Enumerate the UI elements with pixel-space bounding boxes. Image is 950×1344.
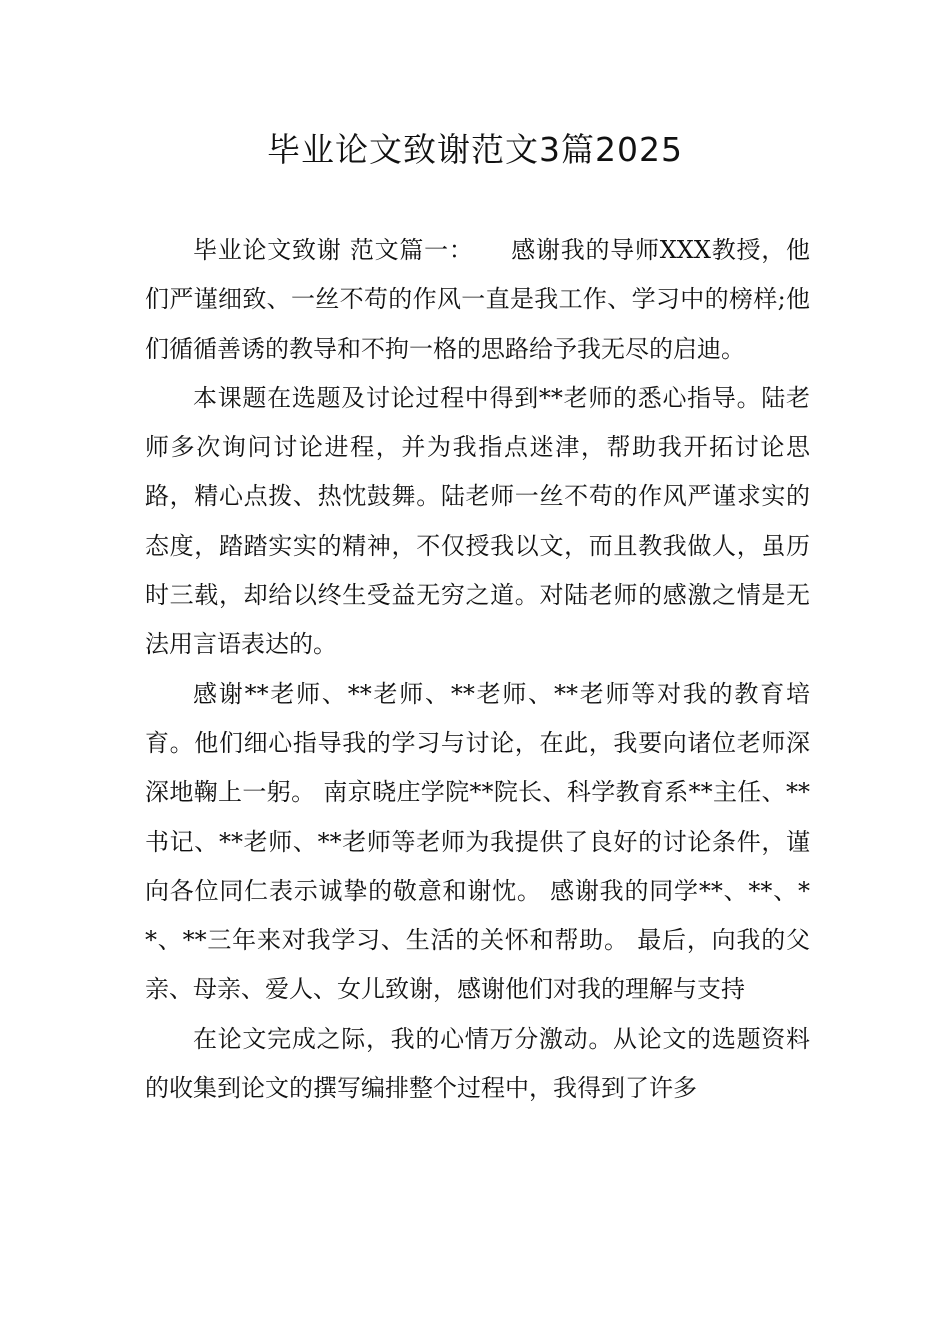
paragraph-3: 感谢**老师、**老师、**老师、**老师等对我的教育培育。他们细心指导我的学习与讨论，在此，我要向诸位老师深深地鞠上一躬。 南京晓庄学院**院长、科学教育系**主任、**书记、**老师、**老师等老师为我提供了良好的讨论条件，谨向各位同仁表示诚挚的敬意和谢忱。 感谢我的同学**、**、**、**三年来对我学习、生活的关怀和帮助。 最后，向我的父亲、母亲、爱人、女儿致谢，感谢他们对我的理解与支持 [145, 679, 810, 1004]
paragraph-1: 毕业论文致谢 范文篇一： 感谢我的导师XXX教授，他们严谨细致、一丝不苟的作风一直是我工作、学习中的榜样;他们循循善诱的教导和不拘一格的思路给予我无尽的启迪。 [145, 236, 810, 363]
document-title: 毕业论文致谢范文3篇2025 [267, 130, 683, 169]
paragraph-2: 本课题在选题及讨论过程中得到**老师的悉心指导。陆老师多次询问讨论进程，并为我指点迷津，帮助我开拓讨论思路，精心点拨、热忱鼓舞。陆老师一丝不苟的作风严谨求实的态度，踏踏实实的精神，不仅授我以文，而且教我做人，虽历时三载，却给以终生受益无穷之道。对陆老师的感激之情是无法用言语表达的。 [145, 383, 810, 659]
document-body [145, 226, 810, 1113]
paragraph-4: 在论文完成之际，我的心情万分激动。从论文的选题资料的收集到论文的撰写编排整个过程中，我得到了许多 [145, 1024, 810, 1103]
